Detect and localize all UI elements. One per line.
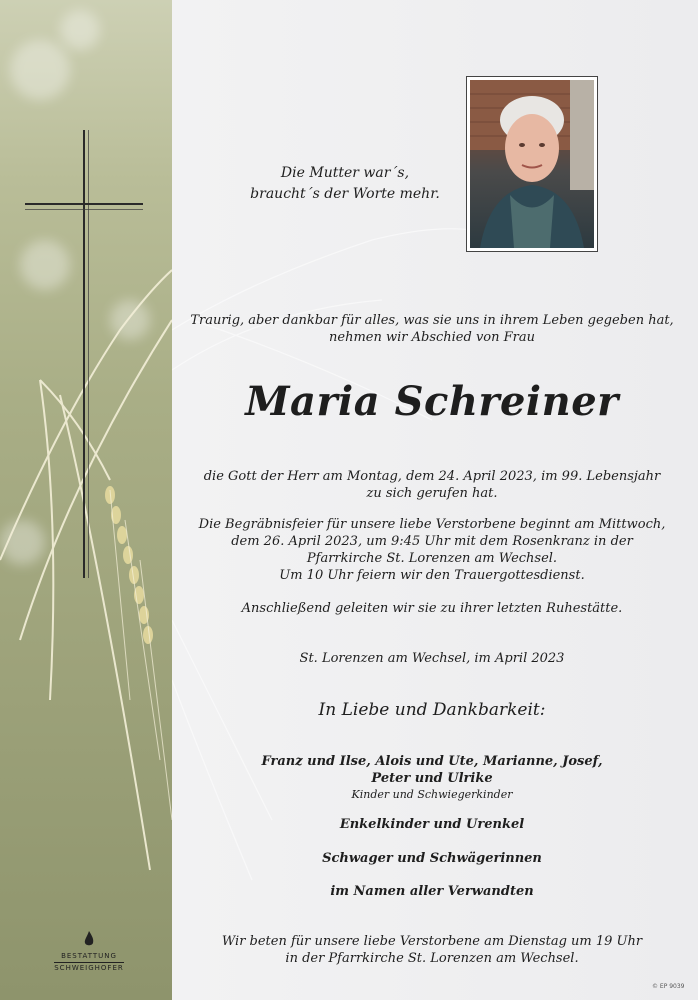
grandchildren-label: Enkelkinder und Urenkel (339, 817, 525, 832)
mourners-line1: Franz und Ilse, Alois und Ute, Marianne, Josef, (261, 754, 603, 769)
portrait-photo (466, 76, 598, 252)
death-notice (172, 468, 692, 502)
intro-line2: nehmen wir Abschied von Frau (329, 330, 535, 345)
mourners-block (172, 753, 692, 802)
mourners-line2: Peter und Ulrike (371, 771, 493, 786)
funeral-details (172, 516, 692, 584)
wheat-illustration (0, 0, 172, 1000)
cross-icon (83, 130, 85, 578)
ep-code: © EP 9039 (652, 983, 685, 990)
death-line1: die Gott der Herr am Montag, dem 24. April 2023, im 99. Lebensjahr (203, 469, 661, 484)
funeral-line4: Um 10 Uhr feiern wir den Trauergottesdienst. (279, 568, 585, 583)
prayer-notice (172, 933, 692, 967)
flame-icon (82, 930, 96, 948)
portrait-image (470, 80, 594, 248)
memorial-quote (230, 163, 460, 205)
thanks-heading: In Liebe und Dankbarkeit: (318, 700, 546, 720)
burial-text: Anschließend geleiten wir sie zu ihrer letzten Ruhestätte. (241, 601, 623, 616)
funeral-line3: Pfarrkirche St. Lorenzen am Wechsel. (306, 551, 558, 566)
funeral-line1: Die Begräbnisfeier für unsere liebe Verstorbene beginnt am Mittwoch, (198, 517, 666, 532)
funeral-home-logo (44, 930, 134, 973)
funeral-line2: dem 26. April 2023, um 9:45 Uhr mit dem Rosenkranz in der (231, 534, 633, 549)
cross-bar (25, 203, 143, 205)
deceased-name: Maria Schreiner (245, 378, 619, 425)
cross-shadow-vertical (88, 130, 89, 578)
children-label: Kinder und Schwiegerkinder (351, 788, 513, 801)
quote-line1: Die Mutter war´s, (280, 165, 410, 181)
cross-shadow-horizontal (25, 209, 143, 210)
logo-line2: SCHWEIGHOFER (54, 964, 124, 972)
intro-text (172, 312, 692, 346)
prayer-line2: in der Pfarrkirche St. Lorenzen am Wechsel. (285, 951, 579, 966)
relatives-label: im Namen aller Verwandten (330, 884, 534, 899)
inlaws-label: Schwager und Schwägerinnen (322, 851, 542, 866)
death-line2: zu sich gerufen hat. (366, 486, 498, 501)
decorative-sidebar (0, 0, 172, 1000)
intro-line1: Traurig, aber dankbar für alles, was sie uns in ihrem Leben gegeben hat, (190, 313, 674, 328)
prayer-line1: Wir beten für unsere liebe Verstorbene am Dienstag um 19 Uhr (221, 934, 643, 949)
place-date: St. Lorenzen am Wechsel, im April 2023 (299, 651, 565, 666)
quote-line2: braucht´s der Worte mehr. (250, 186, 440, 202)
logo-line1: BESTATTUNG (61, 952, 117, 960)
